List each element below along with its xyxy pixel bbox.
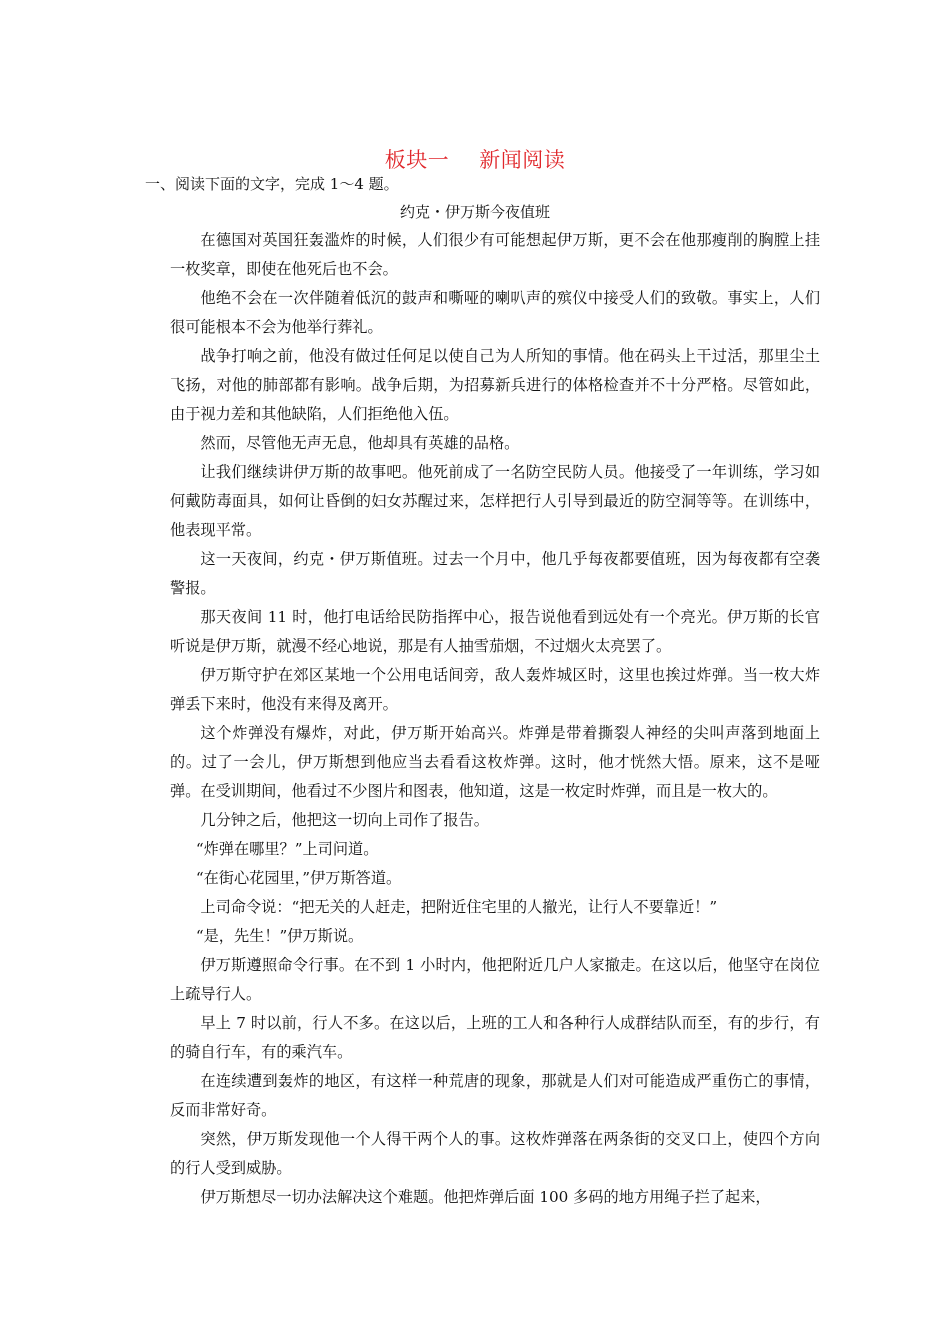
- article-paragraph: 在连续遭到轰炸的地区，有这样一种荒唐的现象，那就是人们对可能造成严重伤亡的事情，反而非常好奇。: [170, 1072, 820, 1119]
- article-paragraph: 这个炸弹没有爆炸，对此，伊万斯开始高兴。炸弹是带着撕裂人神经的尖叫声落到地面上的。过了一会儿，伊万斯想到他应当去看看这枚炸弹。这时，他才恍然大悟。原来，这不是哑弹。在受训期间，他看过不少图片和图表，他知道，这是一枚定时炸弹，而且是一枚大的。: [170, 724, 820, 800]
- article-paragraph: 这一天夜间，约克・伊万斯值班。过去一个月中，他几乎每夜都要值班，因为每夜都有空袭警报。: [170, 550, 820, 597]
- article-paragraph: “炸弹在哪里？”上司问道。: [195, 840, 379, 858]
- section-title-part: 新闻阅读: [479, 148, 566, 172]
- section-title: [0, 145, 950, 175]
- article-paragraph: 伊万斯想尽一切办法解决这个难题。他把炸弹后面 100 多码的地方用绳子拦了起来，: [200, 1188, 771, 1206]
- article-paragraph: 伊万斯守护在郊区某地一个公用电话间旁，敌人轰炸城区时，这里也挨过炸弹。当一枚大炸弹丢下来时，他没有来得及离开。: [170, 666, 820, 713]
- article-title: 约克・伊万斯今夜值班: [399, 203, 550, 221]
- article-paragraph: “在街心花园里，”伊万斯答道。: [195, 869, 402, 887]
- article-paragraph: 几分钟之后，他把这一切向上司作了报告。: [200, 811, 489, 829]
- article-paragraph: 他绝不会在一次伴随着低沉的鼓声和嘶哑的喇叭声的殡仪中接受人们的致敬。事实上，人们很可能根本不会为他举行葬礼。: [170, 289, 820, 336]
- article-paragraph: 上司命令说：“把无关的人赶走，把附近住宅里的人撤光，让行人不要靠近！”: [200, 898, 718, 916]
- article-paragraph: 伊万斯遵照命令行事。在不到 1 小时内，他把附近几户人家撤走。在这以后，他坚守在岗位上疏导行人。: [170, 956, 820, 1003]
- article-paragraph: 那天夜间 11 时，他打电话给民防指挥中心，报告说他看到远处有一个亮光。伊万斯的长官听说是伊万斯，就漫不经心地说，那是有人抽雪茄烟，不过烟火太亮罢了。: [170, 608, 820, 655]
- article-paragraph: 在德国对英国狂轰滥炸的时候，人们很少有可能想起伊万斯，更不会在他那瘦削的胸膛上挂一枚奖章，即使在他死后也不会。: [170, 231, 820, 278]
- question-instruction: 一、阅读下面的文字，完成 1～4 题。: [145, 175, 399, 193]
- article-body: [170, 226, 820, 1212]
- article-paragraph: 让我们继续讲伊万斯的故事吧。他死前成了一名防空民防人员。他接受了一年训练，学习如何戴防毒面具，如何让昏倒的妇女苏醒过来，怎样把行人引导到最近的防空洞等等。在训练中，他表现平常。: [170, 463, 820, 539]
- article-paragraph: 突然，伊万斯发现他一个人得干两个人的事。这枚炸弹落在两条街的交叉口上，使四个方向的行人受到威胁。: [170, 1130, 820, 1177]
- article-paragraph: 然而，尽管他无声无息，他却具有英雄的品格。: [200, 434, 520, 452]
- section-title-part: 板块一: [384, 148, 450, 172]
- article-paragraph: 早上 7 时以前，行人不多。在这以后，上班的工人和各种行人成群结队而至，有的步行，有的骑自行车，有的乘汽车。: [170, 1014, 820, 1061]
- article-paragraph: “是，先生！”伊万斯说。: [195, 927, 364, 945]
- article-paragraph: 战争打响之前，他没有做过任何足以使自己为人所知的事情。他在码头上干过活，那里尘土飞扬，对他的肺部都有影响。战争后期，为招募新兵进行的体格检查并不十分严格。尽管如此，由于视力差和其他缺陷，人们拒绝他入伍。: [170, 347, 820, 423]
